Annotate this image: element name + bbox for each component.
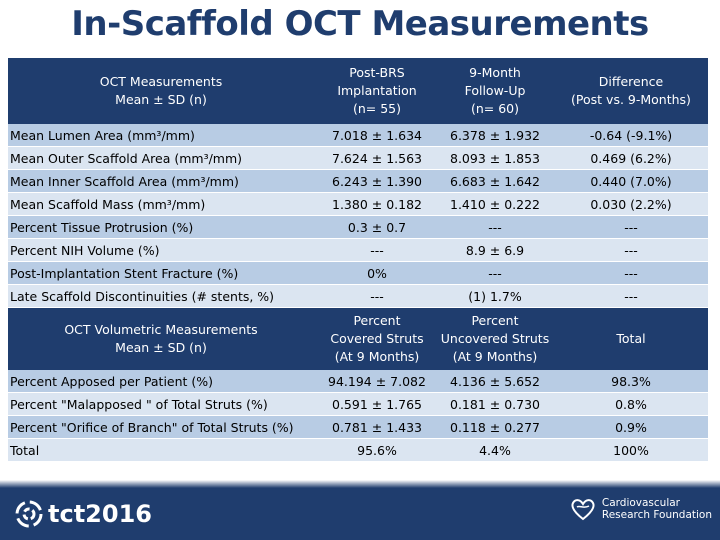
table-cell: --- [318, 285, 436, 308]
table-cell: 0.591 ± 1.765 [318, 393, 436, 416]
column-header: OCT Measurements Mean ± SD (n) [8, 58, 318, 124]
row-label: Mean Scaffold Mass (mm³/mm) [8, 193, 318, 216]
table-cell: 100% [554, 439, 708, 462]
heart-icon [570, 497, 596, 521]
table-cell: -0.64 (-9.1%) [554, 124, 708, 147]
table-cell: --- [436, 216, 554, 239]
table-cell: 0.781 ± 1.433 [318, 416, 436, 439]
table-cell: 6.243 ± 1.390 [318, 170, 436, 193]
table-cell: 8.9 ± 6.9 [436, 239, 554, 262]
table-cell: 0.118 ± 0.277 [436, 416, 554, 439]
row-label: Mean Outer Scaffold Area (mm³/mm) [8, 147, 318, 170]
table-row [8, 193, 708, 216]
table-row [8, 170, 708, 193]
table-cell: 0.3 ± 0.7 [318, 216, 436, 239]
row-label: Total [8, 439, 318, 462]
table-row [8, 124, 708, 147]
column-header: Total [554, 308, 708, 371]
footer-bar [0, 488, 720, 540]
table-cell: 0.469 (6.2%) [554, 147, 708, 170]
row-label: Late Scaffold Discontinuities (# stents, %) [8, 285, 318, 308]
table-row [8, 262, 708, 285]
table-row [8, 439, 708, 462]
table-cell: 0.440 (7.0%) [554, 170, 708, 193]
crf-logo-line1: Cardiovascular [601, 497, 680, 509]
table-cell: --- [554, 262, 708, 285]
table-cell: --- [554, 239, 708, 262]
table-cell: 1.380 ± 0.182 [318, 193, 436, 216]
column-header: OCT Volumetric Measurements Mean ± SD (n) [8, 308, 318, 371]
table-header-row [8, 308, 708, 371]
table-row [8, 216, 708, 239]
table-row [8, 393, 708, 416]
table-row [8, 239, 708, 262]
table-cell: 0.8% [554, 393, 708, 416]
row-label: Post-Implantation Stent Fracture (%) [8, 262, 318, 285]
row-label: Mean Inner Scaffold Area (mm³/mm) [8, 170, 318, 193]
table-cell: 6.683 ± 1.642 [436, 170, 554, 193]
table-cell: (1) 1.7% [436, 285, 554, 308]
row-label: Percent "Malapposed " of Total Struts (%) [8, 393, 318, 416]
row-label: Percent "Orifice of Branch" of Total Struts (%) [8, 416, 318, 439]
table-row [8, 147, 708, 170]
table-cell: 7.624 ± 1.563 [318, 147, 436, 170]
table-cell: 7.018 ± 1.634 [318, 124, 436, 147]
page-title: In-Scaffold OCT Measurements [71, 4, 649, 44]
table-header-row [8, 58, 708, 124]
table-cell: 0.181 ± 0.730 [436, 393, 554, 416]
tct-logo-text: tct2016 [48, 500, 152, 528]
column-header: Percent Uncovered Struts (At 9 Months) [436, 308, 554, 371]
table-cell: 0% [318, 262, 436, 285]
tct-swirl-icon [14, 499, 44, 529]
table-cell: 0.030 (2.2%) [554, 193, 708, 216]
table-cell: 8.093 ± 1.853 [436, 147, 554, 170]
crf-logo [570, 497, 712, 521]
column-header: Difference (Post vs. 9-Months) [554, 58, 708, 124]
table-cell: 4.4% [436, 439, 554, 462]
table-cell: 98.3% [554, 370, 708, 393]
table-cell: 1.410 ± 0.222 [436, 193, 554, 216]
tct-logo [14, 498, 152, 530]
row-label: Percent Tissue Protrusion (%) [8, 216, 318, 239]
table-cell: --- [318, 239, 436, 262]
table-cell: --- [554, 285, 708, 308]
crf-logo-text [602, 497, 712, 521]
table-row [8, 285, 708, 308]
column-header: Percent Covered Struts (At 9 Months) [318, 308, 436, 371]
column-header: Post-BRS Implantation (n= 55) [318, 58, 436, 124]
table-row [8, 416, 708, 439]
table-cell: 0.9% [554, 416, 708, 439]
oct-measurements-table [8, 58, 708, 462]
table-cell: 94.194 ± 7.082 [318, 370, 436, 393]
table-cell: 4.136 ± 5.652 [436, 370, 554, 393]
row-label: Percent NIH Volume (%) [8, 239, 318, 262]
row-label: Mean Lumen Area (mm³/mm) [8, 124, 318, 147]
row-label: Percent Apposed per Patient (%) [8, 370, 318, 393]
column-header: 9-Month Follow-Up (n= 60) [436, 58, 554, 124]
footer-separator [0, 480, 720, 488]
table-cell: --- [436, 262, 554, 285]
crf-logo-line2: Research Foundation [601, 509, 712, 521]
table-cell: 6.378 ± 1.932 [436, 124, 554, 147]
table-cell: --- [554, 216, 708, 239]
table-row [8, 370, 708, 393]
table-cell: 95.6% [318, 439, 436, 462]
